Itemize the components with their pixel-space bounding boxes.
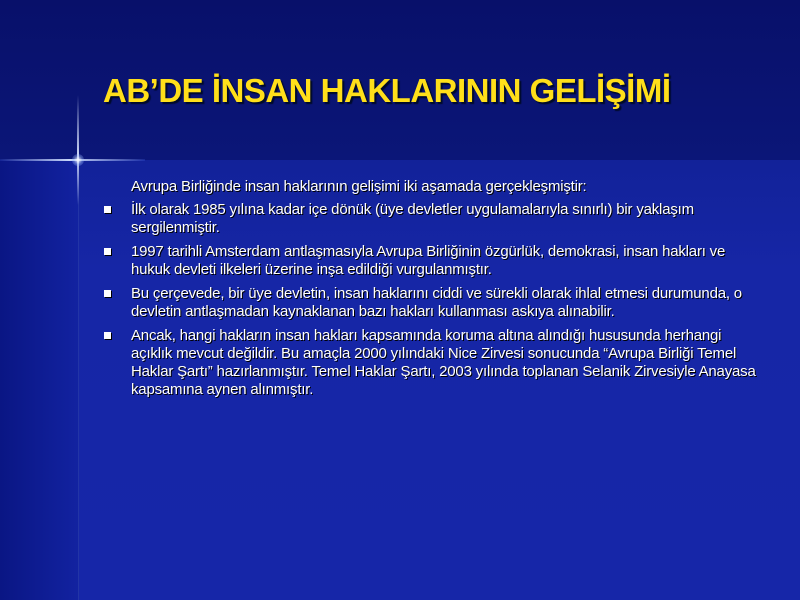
left-decor-strip (0, 160, 79, 600)
slide-body (131, 178, 761, 405)
decor-glow-sparkle (72, 154, 84, 166)
bullet-item (131, 243, 761, 279)
square-bullet-icon (104, 248, 111, 255)
slide-title: AB’DE İNSAN HAKLARININ GELİŞİMİ (103, 72, 671, 109)
intro-text: Avrupa Birliğinde insan haklarının gelişimi iki aşamada gerçekleşmiştir: (131, 178, 587, 195)
square-bullet-icon (104, 290, 111, 297)
bullet-text: 1997 tarihli Amsterdam antlaşmasıyla Avrupa Birliğinin özgürlük, demokrasi, insan hakları ve hukuk devleti ilkeleri üzerine inşa edildiği vurgulanmıştır. (131, 243, 726, 278)
bullet-text: Ancak, hangi hakların insan hakları kapsamında koruma altına alındığı hususunda herhangi açıklık mevcut değildir. Bu amaçla 2000 yılındaki Nice Zirvesi sonucunda “Avrupa Birliği Temel Haklar Şartı” hazırlanmıştır. Temel Haklar Şartı, 2003 yılında toplanan Selanik Zirvesiyle Anayasa kapsamına aynen alınmıştır. (131, 327, 756, 398)
bullet-text: İlk olarak 1985 yılına kadar içe dönük (üye devletler uygulamalarıyla sınırlı) bir yaklaşım sergilenmiştir. (131, 201, 694, 236)
square-bullet-icon (104, 332, 111, 339)
bullet-list (131, 201, 761, 399)
bullet-text: Bu çerçevede, bir üye devletin, insan haklarını ciddi ve sürekli olarak ihlal etmesi durumunda, o devletin antlaşmadan kaynaklanan bazı hakları kullanması askıya alınabilir. (131, 285, 742, 320)
decor-glow-vertical (77, 95, 79, 205)
bullet-item (131, 201, 761, 237)
square-bullet-icon (104, 206, 111, 213)
bullet-item (131, 327, 761, 399)
bullet-item (131, 285, 761, 321)
